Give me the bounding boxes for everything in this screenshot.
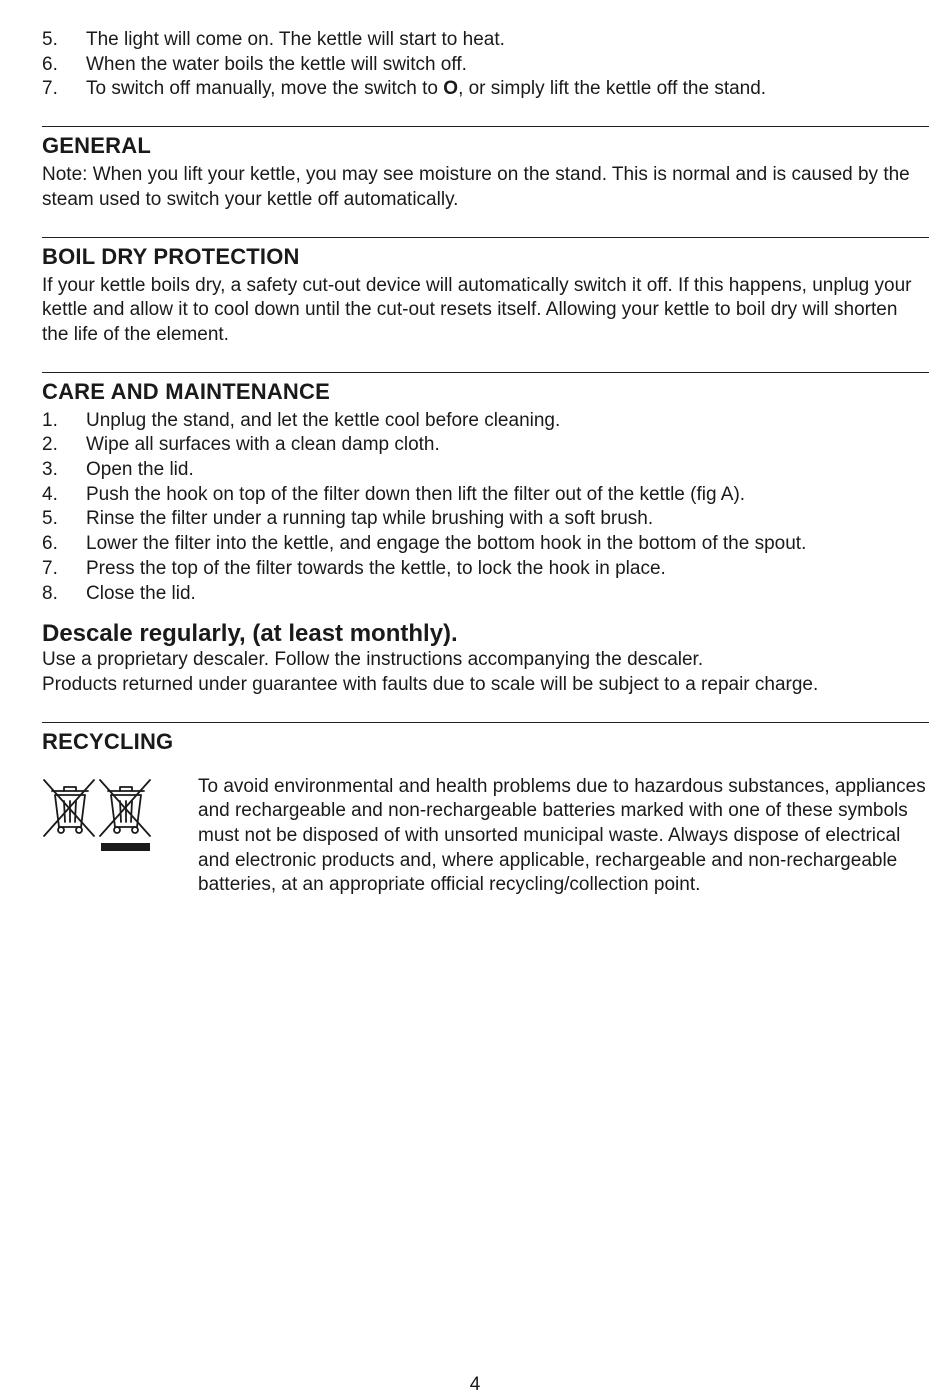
section-heading: CARE AND MAINTENANCE <box>42 378 330 404</box>
step-number: 4. <box>42 483 58 505</box>
step-text: Close the lid. <box>86 582 196 604</box>
step-number: 5. <box>42 508 58 530</box>
care-steps-list <box>42 409 929 607</box>
section-heading: BOIL DRY PROTECTION <box>42 243 300 269</box>
crossed-out-wheelie-bin-icon <box>42 777 98 839</box>
step-text: The light will come on. The kettle will start to heat. <box>86 29 505 50</box>
care-section <box>42 372 929 698</box>
manual-page <box>42 28 929 898</box>
step-number: 8. <box>42 582 58 604</box>
step-number: 2. <box>42 434 58 456</box>
step-number: 3. <box>42 459 58 481</box>
list-item <box>42 483 929 508</box>
step-text: Open the lid. <box>86 459 194 481</box>
list-item <box>42 409 929 434</box>
intro-steps-list <box>42 28 929 102</box>
recycling-symbols <box>42 775 198 899</box>
crossed-out-wheelie-bin-with-bar-icon <box>98 777 154 855</box>
step-text: When the water boils the kettle will switch off. <box>86 53 467 75</box>
recycling-text: To avoid environmental and health problems due to hazardous substances, appliances and rechargeable and non-rechargeable batteries marked with one of these symbols must not be disposed of with unsorted municipal waste. Always dispose of electrical and electronic products and, where applicable, rechargeable and non-rechargeable batteries, at an appropriate official recycling/collection point. <box>198 775 926 896</box>
section-heading: GENERAL <box>42 133 151 159</box>
recycling-section <box>42 722 929 899</box>
boil-dry-section <box>42 237 929 348</box>
list-item <box>42 53 929 78</box>
recycling-content <box>42 775 929 899</box>
list-item <box>42 532 929 557</box>
list-item <box>42 458 929 483</box>
step-number: 6. <box>42 533 58 555</box>
step-number: 6. <box>42 53 58 75</box>
descale-heading: Descale regularly, (at least monthly). <box>42 620 458 648</box>
list-item <box>42 582 929 607</box>
step-text: Rinse the filter under a running tap while brushing with a soft brush. <box>86 508 654 530</box>
step-number: 7. <box>42 78 58 100</box>
step-text-end: , or simply lift the kettle off the stand. <box>458 78 767 100</box>
step-text-start: To switch off manually, move the switch to <box>86 78 444 100</box>
step-number: 7. <box>42 557 58 579</box>
step-number: 5. <box>42 29 58 50</box>
descale-instruction: Use a proprietary descaler. Follow the instructions accompanying the descaler. <box>42 649 704 671</box>
list-item <box>42 507 929 532</box>
general-section <box>42 126 929 212</box>
descale-warranty-note: Products returned under guarantee with faults due to scale will be subject to a repair charge. <box>42 673 819 695</box>
step-number: 1. <box>42 409 58 431</box>
list-item <box>42 557 929 582</box>
boil-dry-text: If your kettle boils dry, a safety cut-out device will automatically switch it off. If this happens, unplug your kettle and allow it to cool down until the cut-out resets itself. Allowing your kettle to boil dry will shorten the life of the element. <box>42 274 912 345</box>
section-heading: RECYCLING <box>42 728 174 754</box>
step-text: Lower the filter into the kettle, and engage the bottom hook in the bottom of the spout. <box>86 533 807 555</box>
list-item <box>42 28 929 53</box>
step-text: Unplug the stand, and let the kettle cool before cleaning. <box>86 409 561 431</box>
general-note: Note: When you lift your kettle, you may see moisture on the stand. This is normal and is caused by the steam used to switch your kettle off automatically. <box>42 164 910 210</box>
step-text: Push the hook on top of the filter down then lift the filter out of the kettle (fig A). <box>86 483 746 505</box>
switch-position-label: O <box>443 78 459 100</box>
step-text: Wipe all surfaces with a clean damp cloth. <box>86 434 440 456</box>
page-number: 4 <box>469 1374 481 1395</box>
list-item <box>42 77 929 102</box>
list-item <box>42 433 929 458</box>
step-text: Press the top of the filter towards the kettle, to lock the hook in place. <box>86 557 666 579</box>
step-text <box>86 77 929 102</box>
